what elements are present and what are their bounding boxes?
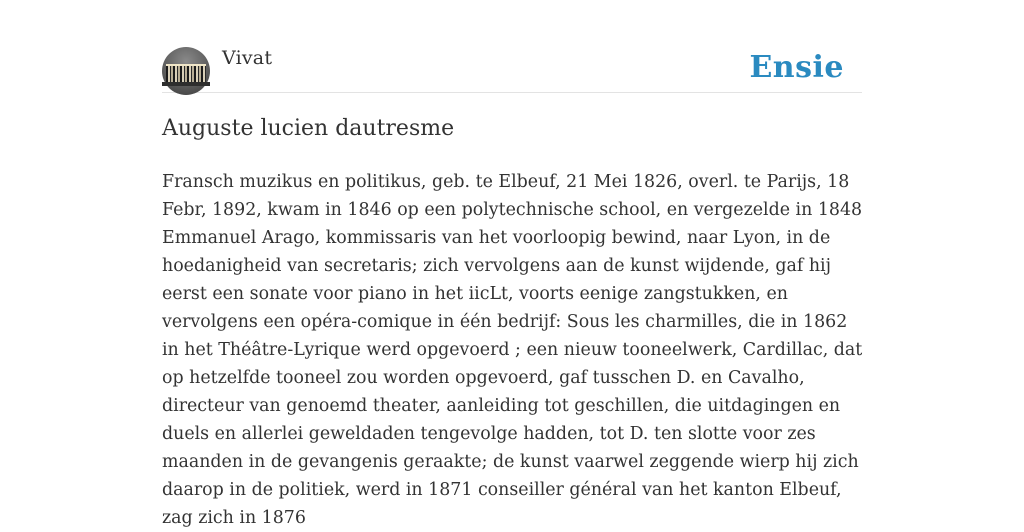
article-body: Fransch muzikus en politikus, geb. te Elbeuf, 21 Mei 1826, overl. te Parijs, 18 Febr, 1892, kwam in 1846 op een polytechnische school, en vergezelde in 1848 Emmanuel Arago, kommissaris van het voorloopig bewind, naar Lyon, in de hoedanigheid van secretaris; zich vervolgens aan de kunst wijdende, gaf hij eerst een sonate voor piano in het iicLt, voorts eenige zangstukken, en vervolgens een opéra-comique in één bedrijf: Sous les charmilles, die in 1862 in het Théâtre-Lyrique werd opgevoerd ; een nieuw tooneelwerk, Cardillac, dat op hetzelfde tooneel zou worden opgevoerd, gaf tusschen D. en Cavalho, directeur van genoemd theater, aanleiding tot geschillen, die uitdagingen en duels en allerlei geweldaden tengevolge hadden, tot D. ten slotte voor zes maanden in de gevangenis geraakte; de kunst vaarwel zeggende wierp hij zich daarop in de politiek, werd in 1871 conseiller général van het kanton Elbeuf, zag zich in 1876 [162,172,863,528]
books-avatar-icon[interactable] [162,47,210,95]
bookshelf-shelf [162,82,210,86]
brand-logo[interactable]: Ensie [749,50,844,85]
username[interactable]: Vivat [222,47,273,69]
article-title: Auguste lucien dautresme [162,116,455,141]
bookshelf-books [166,64,206,84]
header [162,46,862,93]
